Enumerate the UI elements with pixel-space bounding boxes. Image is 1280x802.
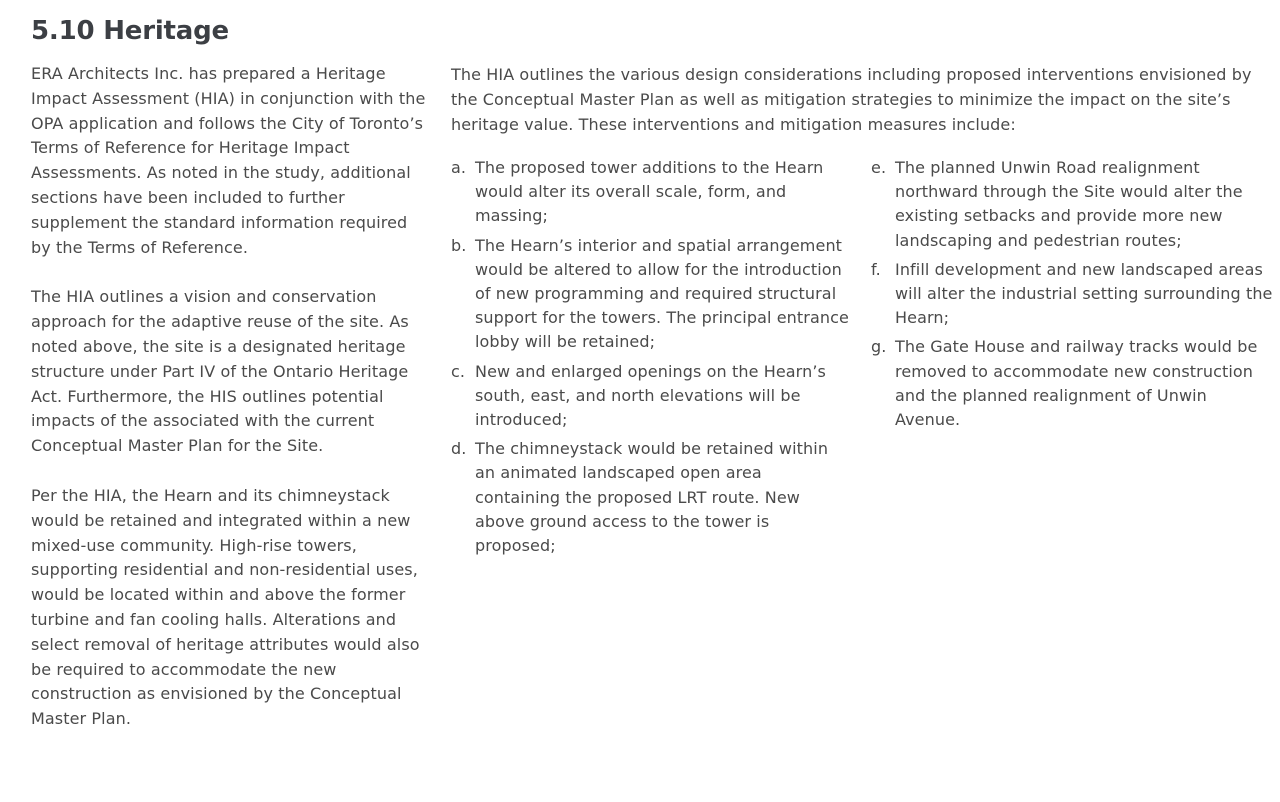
- list-marker: g.: [871, 337, 887, 357]
- paragraph-hia-retention: Per the HIA, the Hearn and its chimneystack would be retained and integrated within a new mixed-use community. High-rise towers, supporting residential and non-residential uses, would be located within and above the former turbine and fan cooling halls. Alterations and select removal of heritage attributes would also be required to accommodate the new construction as envisioned by the Conceptual Master Plan.: [31, 485, 420, 729]
- list-marker: d.: [451, 439, 467, 459]
- list-marker: f.: [871, 259, 881, 279]
- list-item-text: The proposed tower additions to the Hearn would alter its overall scale, form, and massing;: [475, 158, 824, 226]
- list-item: [871, 258, 1276, 331]
- list-marker: e.: [871, 158, 887, 177]
- list-item: [871, 335, 1276, 432]
- list-item-text: The planned Unwin Road realignment northward through the Site would alter the existing setbacks and provide more new landscaping and pedestrian routes;: [895, 158, 1243, 250]
- list-marker: a.: [451, 158, 467, 177]
- list-item: [451, 234, 851, 355]
- list-item-text: The chimneystack would be retained within an animated landscaped open area containing the proposed LRT route. New above ground access to the tower is proposed;: [475, 439, 829, 556]
- list-marker: b.: [451, 235, 467, 255]
- paragraph-hia-vision: The HIA outlines a vision and conservation approach for the adaptive reuse of the site. As noted above, the site is a designated heritage structure under Part IV of the Ontario Heritage Act. Furthermore, the HIS outlines potential impacts of the associated with the current Conceptual Master Plan for the Site.: [31, 287, 409, 456]
- list-item: [871, 156, 1276, 253]
- left-column: [31, 62, 431, 757]
- list-marker: c.: [451, 361, 466, 381]
- list-item-text: New and enlarged openings on the Hearn’s south, east, and north elevations will be introduced;: [475, 361, 826, 430]
- list-item-text: The Hearn’s interior and spatial arrangement would be altered to allow for the introduction of new programming and required structural support for the towers. The principal entrance lobby will be retained;: [475, 235, 849, 352]
- list-item: [451, 437, 851, 558]
- list-item-text: The Gate House and railway tracks would be removed to accommodate new construction and the planned realignment of Unwin Avenue.: [895, 337, 1258, 430]
- list-item: [451, 360, 851, 433]
- page-title: 5.10 Heritage: [31, 16, 229, 46]
- intro-paragraph: The HIA outlines the various design considerations including proposed interventions envisioned by the Conceptual Master Plan as well as mitigation strategies to minimize the impact on the site’s heritage value. These interventions and mitigation measures include:: [451, 65, 1252, 134]
- interventions-list-middle: [451, 156, 851, 563]
- list-item: [451, 156, 851, 229]
- paragraph-hia-prepared: ERA Architects Inc. has prepared a Heritage Impact Assessment (HIA) in conjunction with the OPA application and follows the City of Toronto’s Terms of Reference for Heritage Impact Assessments. As noted in the study, additional sections have been included to further supplement the standard information required by the Terms of Reference.: [31, 64, 426, 257]
- interventions-list-right: [871, 156, 1276, 437]
- list-item-text: Infill development and new landscaped areas will alter the industrial setting surrounding the Hearn;: [895, 259, 1273, 328]
